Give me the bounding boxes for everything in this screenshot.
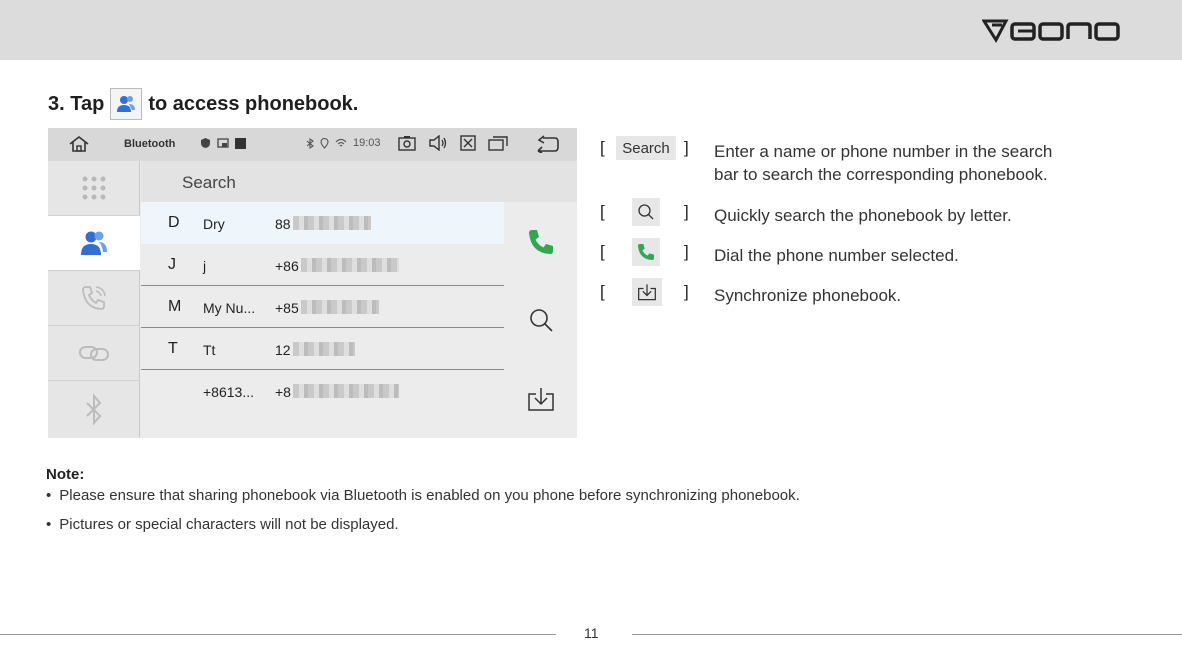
device-screenshot: [48, 128, 577, 438]
camera-icon[interactable]: [398, 135, 416, 151]
letter-description: Quickly search the phonebook by letter.: [714, 206, 1012, 225]
download-icon: [637, 283, 657, 301]
search-icon: [528, 307, 554, 333]
note-item: [46, 487, 800, 504]
note-item: [46, 516, 399, 533]
step-title-prefix: 3. Tap: [48, 92, 105, 115]
contact-number: +86: [275, 258, 299, 274]
sync-button[interactable]: [504, 369, 577, 429]
contact-number: 88: [275, 216, 291, 232]
footer-rule-left: [0, 634, 556, 635]
search-description: [714, 140, 1052, 186]
dial-description: Dial the phone number selected.: [714, 246, 959, 265]
bracket-open: [: [600, 202, 605, 221]
home-icon[interactable]: [68, 135, 90, 156]
page-number: 11: [584, 625, 599, 641]
search-icon-box: [632, 198, 660, 226]
note-text: Pictures or special characters will not be displayed.: [59, 516, 399, 533]
row-divider: [141, 327, 504, 328]
search-label: Search: [622, 139, 670, 157]
back-icon[interactable]: [535, 135, 559, 156]
step-title-suffix: to access phonebook.: [148, 92, 359, 115]
row-divider: [141, 369, 504, 370]
contact-row[interactable]: [141, 202, 504, 244]
clock: 19:03: [353, 137, 381, 149]
download-icon-box: [632, 278, 662, 306]
wifi-icon: [335, 138, 347, 148]
eonon-logo: [982, 18, 1134, 44]
blurred-digits: [293, 384, 399, 398]
note-title: Note:: [46, 466, 85, 483]
blurred-digits: [293, 342, 355, 356]
search-desc-line-1: Enter a name or phone number in the search: [714, 142, 1053, 161]
bt-status: [306, 137, 381, 149]
status-right-icons: [398, 135, 508, 151]
contact-letter: D: [168, 214, 180, 231]
contact-letter: J: [168, 256, 176, 273]
contact-name: +8613...: [203, 384, 254, 400]
header-bar: [0, 0, 1182, 60]
bullet: •: [46, 516, 52, 533]
screen-icon: [217, 138, 229, 149]
letter-search-button[interactable]: [504, 290, 577, 350]
bullet: •: [46, 487, 52, 504]
contact-letter: T: [168, 340, 178, 357]
action-column: [504, 202, 577, 438]
contact-number: +85: [275, 300, 299, 316]
contact-letter: M: [168, 298, 182, 315]
bracket-close: ]: [684, 282, 689, 301]
download-icon: [527, 386, 555, 412]
dial-button[interactable]: [504, 212, 577, 272]
search-icon: [637, 203, 655, 221]
search-bar[interactable]: [141, 161, 577, 202]
contact-number: 12: [275, 342, 291, 358]
bluetooth-status-icon: [306, 138, 314, 149]
app-name: Bluetooth: [124, 138, 176, 150]
search-placeholder: Search: [182, 173, 236, 192]
contact-row[interactable]: [141, 286, 504, 328]
status-icons: [200, 137, 246, 149]
apps-grid-icon: [81, 175, 107, 201]
volume-icon[interactable]: [428, 135, 448, 151]
contacts-icon: [110, 88, 142, 120]
nav-item-apps[interactable]: [48, 161, 140, 216]
bracket-close: ]: [684, 242, 689, 261]
location-icon: [320, 138, 329, 149]
phone-icon: [526, 227, 556, 257]
contact-name: My Nu...: [203, 300, 256, 316]
contact-name: Tt: [203, 342, 216, 358]
blurred-digits: [301, 258, 399, 272]
bracket-open: [: [600, 242, 605, 261]
contact-list: [141, 202, 504, 438]
link-icon: [78, 342, 110, 364]
call-log-icon: [80, 284, 108, 312]
note-text: Please ensure that sharing phonebook via Bluetooth is enabled on you phone before synchronizing phonebook.: [59, 487, 800, 504]
bracket-open: [: [600, 138, 605, 157]
bracket-close: ]: [684, 138, 689, 157]
phone-icon-box: [632, 238, 660, 266]
step-title: [48, 88, 358, 120]
search-desc-line-2: bar to search the corresponding phonebook.: [714, 165, 1048, 184]
bracket-close: ]: [684, 202, 689, 221]
square-icon: [235, 138, 246, 149]
nav-item-link[interactable]: [48, 326, 140, 381]
contact-row[interactable]: [141, 328, 504, 370]
contact-name: j: [203, 258, 207, 274]
nav-item-bluetooth[interactable]: [48, 381, 140, 438]
nav-item-contacts[interactable]: [48, 216, 140, 271]
bluetooth-icon: [84, 393, 104, 427]
close-app-icon[interactable]: [460, 135, 476, 151]
phone-icon: [636, 242, 656, 262]
blurred-digits: [293, 216, 371, 230]
row-divider: [141, 285, 504, 286]
nav-item-call-log[interactable]: [48, 271, 140, 326]
multitask-icon[interactable]: [488, 135, 508, 151]
side-nav: [48, 161, 140, 438]
status-bar: [48, 128, 577, 161]
contacts-icon: [79, 229, 109, 257]
contact-number: +8: [275, 384, 291, 400]
contact-name: Dry: [203, 216, 225, 232]
contact-row[interactable]: [141, 370, 504, 412]
shield-icon: [200, 137, 211, 149]
footer-rule-right: [632, 634, 1182, 635]
contact-row[interactable]: [141, 244, 504, 286]
bracket-open: [: [600, 282, 605, 301]
sync-description: Synchronize phonebook.: [714, 286, 902, 305]
blurred-digits: [301, 300, 379, 314]
search-label-box: [616, 136, 676, 160]
